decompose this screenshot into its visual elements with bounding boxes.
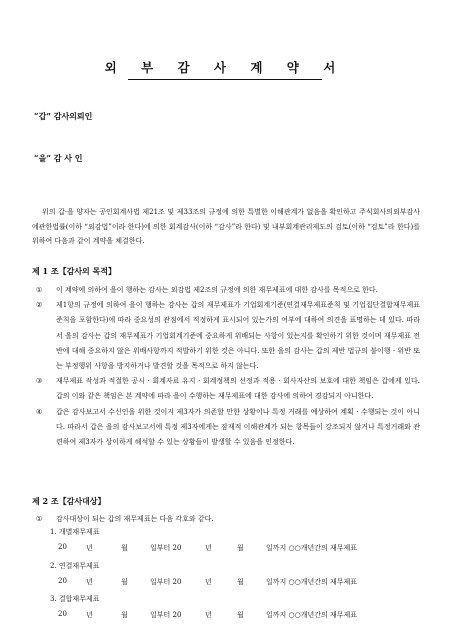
article1-item [32, 405, 420, 451]
article1-item [32, 374, 420, 404]
period-month-unit: 월 [237, 611, 244, 619]
intro-text: 위의 갑·을 양자는 공인회계사법 제21조 및 제33조의 규정에 의한 특별한 이해관계가 없음을 확인하고 주식회사의외부감사에관한법률(이하 “외감법”이라 한다)에 의한 회계감사(이하 “감사”라 한다) 및 내부회계관리제도의 검토(이하 “검토”라 한다)를 위하여 다음과 같이 계약을 체결한다. [32, 208, 420, 245]
period-from: 일부터 20 [150, 578, 182, 586]
period-year-unit: 년 [86, 544, 93, 552]
article1-item [32, 298, 420, 374]
item-text: 갑은 감사보고서 수신인을 위한 것이지 제3자가 의존할 만한 상황이나 특정 거래를 예상하여 계획 · 수행되는 것이 아니다. 따라서 갑은 을의 감사보고서에 특정 제3자에게는 잠재적 이해관계가 되는 항목들이 강조되지 않거나 특정거래와 관련하여 제3자가 상이하게 해석할 수 있는 상황들이 발생할 수 있음을 인정한다. [56, 407, 420, 447]
period-year-start: 20 [58, 610, 67, 618]
item-text: 이 계약에 의하여 을이 행하는 감사는 외감법 제2조의 규정에 의한 재무제표에 대한 감사를 목적으로 한다. [56, 286, 378, 294]
title-underline [128, 79, 322, 80]
article2-heading: 제 2 조【감사대상】 [32, 496, 106, 506]
item-text: 재무제표 작성과 적절한 공시 · 회계자료 유지 · 회계정책의 선정과 적용 · 회사자산의 보호에 대한 책임은 갑에게 있다. 갑의 이와 같은 책임은 본 계약에 따라 을이 수행하는 재무제표에 대한 감사에 의하여 경감되지 아니한다. [56, 377, 420, 401]
period-month-unit: 월 [237, 578, 244, 586]
period-month-unit: 월 [121, 578, 128, 586]
article1-heading: 제 1 조【감사의 목적】 [32, 266, 117, 276]
item-number: ① [36, 515, 43, 523]
period-year-unit: 년 [86, 578, 93, 586]
period-to: 일까지 ○○개년간의 재무제표 [266, 544, 358, 552]
article2-items [32, 512, 420, 527]
item-text: 제1항의 규정에 의하여 을이 행하는 감사는 갑의 재무제표가 기업회계기준(연결재무제표준칙 및 기업집단결합재무제표준칙을 포함한다)에 따라 중요성의 관점에서 적정하게 표시되어 있는가의 여부에 대하여 의견을 표명하는 데 있다. 따라서 을의 감사는 갑의 재무제표가 기업회계기준에 중요하게 위배되는 사항이 있는지를 확인하기 위한 것이며 재무제표 전반에 대해 중요하지 않은 위배사항까지 적발하기 위한 것은 아니다. 또한 을의 감사는 갑의 제반 법규의 불이행 · 위반 또는 부정행위 사항을 방지하거나 발견할 것을 목적으로 하지 않는다. [56, 301, 420, 371]
item-number: ③ [36, 377, 43, 386]
intro-paragraph [32, 205, 420, 249]
period-year-unit: 년 [205, 578, 212, 586]
document-title: 외 부 감 사 계 약 서 [104, 60, 346, 75]
period-from: 일부터 20 [150, 611, 182, 619]
period-to: 일까지 ○○개년간의 재무제표 [266, 578, 358, 586]
period-from: 일부터 20 [150, 544, 182, 552]
item-number: ④ [36, 407, 43, 416]
item-number: ① [36, 286, 43, 294]
period-year-unit: 년 [205, 611, 212, 619]
article2-item [32, 512, 420, 527]
period-year-start: 20 [58, 543, 67, 551]
article1-items [32, 283, 420, 450]
period-year-unit: 년 [86, 611, 93, 619]
party-gap: “갑” 감사의뢰인 [34, 111, 93, 121]
period-year-unit: 년 [205, 544, 212, 552]
subitem-label: 1. 개별재무제표 [50, 528, 100, 536]
period-year-start: 20 [58, 577, 67, 585]
period-month-unit: 월 [121, 611, 128, 619]
period-month-unit: 월 [237, 544, 244, 552]
party-eul: “을” 감 사 인 [34, 153, 83, 163]
period-month-unit: 월 [121, 544, 128, 552]
article1-item [32, 283, 420, 298]
item-text: 감사대상이 되는 갑의 재무제표는 다음 각호와 같다. [56, 515, 214, 523]
item-number: ② [36, 301, 43, 310]
period-to: 일까지 ○○개년간의 재무제표 [266, 611, 358, 619]
subitem-label: 3. 결합재무제표 [50, 595, 100, 603]
subitem-label: 2. 연결재무제표 [50, 562, 100, 570]
